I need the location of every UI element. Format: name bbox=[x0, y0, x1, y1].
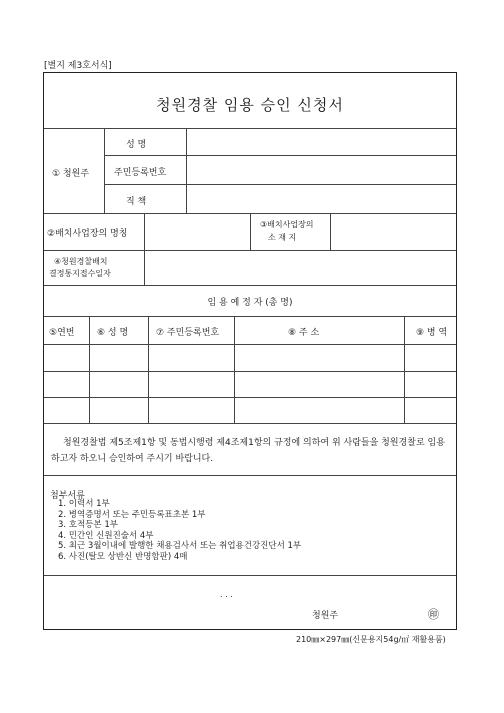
application-form bbox=[43, 72, 457, 630]
appointees-header: 임 용 예 정 자 (총 명) bbox=[207, 298, 293, 308]
col-address: ⑧ 주 소 bbox=[288, 328, 320, 338]
workplace-address-label-1: ③배치사업장의 bbox=[260, 220, 314, 229]
divider bbox=[44, 285, 456, 286]
col-serial: ⑤연번 bbox=[49, 328, 75, 338]
notice-date-label-2: 결정통지접수일자 bbox=[49, 269, 111, 278]
list-item: 4. 민간인 신원진술서 4부 bbox=[58, 530, 154, 541]
list-item: 5. 최근 3월이내에 발행한 채용검사서 또는 취업용건강진단서 1부 bbox=[58, 541, 302, 551]
notice-date-label-1: ④청원경찰배치 bbox=[54, 257, 108, 266]
col-resident-id: ⑦ 주민등록번호 bbox=[156, 328, 220, 338]
signer-label: 청원주 bbox=[312, 611, 339, 621]
form-number: [별지 제3호서식] bbox=[44, 61, 112, 71]
col-military: ⑨ 병 역 bbox=[416, 328, 448, 338]
request-statement: 청원경찰법 제5조제1항 및 동법시행령 제4조제1항의 규정에 의하여 위 사람들을 청원경찰로 임용하고자 하오니 승인하여 주시기 바랍니다. bbox=[51, 438, 445, 464]
table-row[interactable] bbox=[44, 345, 456, 370]
position-label: 직 책 bbox=[126, 197, 147, 207]
applicant-position-field[interactable] bbox=[187, 185, 455, 212]
notice-date-field[interactable] bbox=[145, 251, 455, 284]
applicant-id-field[interactable] bbox=[187, 156, 455, 183]
divider bbox=[44, 316, 456, 317]
workplace-name-field[interactable] bbox=[145, 214, 249, 249]
attachments-list bbox=[58, 499, 301, 562]
table-row[interactable] bbox=[44, 372, 456, 396]
workplace-address-label-2: 소 재 지 bbox=[268, 233, 297, 242]
applicant-label: ① 청원주 bbox=[52, 169, 90, 179]
col-name: ⑥ 성 명 bbox=[97, 328, 129, 338]
list-item: 2. 병역증명서 또는 주민등록표초본 1부 bbox=[58, 509, 206, 520]
list-item: 3. 호적등본 1부 bbox=[58, 520, 118, 530]
paper-spec: 210㎜×297㎜(신문용지54g/㎡ 재활용품) bbox=[296, 635, 446, 644]
resident-id-label: 주민등록번호 bbox=[114, 168, 167, 178]
attachments-heading: 첨부서류 bbox=[50, 491, 85, 501]
divider bbox=[44, 475, 456, 476]
divider bbox=[44, 423, 456, 424]
list-item: 1. 이력서 1부 bbox=[58, 499, 110, 509]
table-row[interactable] bbox=[44, 398, 456, 422]
form-title: 청원경찰 임용 승인 신청서 bbox=[156, 96, 344, 114]
divider bbox=[44, 575, 456, 576]
applicant-name-field[interactable] bbox=[187, 129, 455, 154]
divider bbox=[104, 128, 105, 213]
list-item: 6. 사진(탈모 상반신 반명함판) 4매 bbox=[58, 551, 188, 562]
workplace-address-field[interactable] bbox=[331, 214, 455, 249]
seal-icon: ㊞ bbox=[428, 608, 439, 621]
divider bbox=[250, 213, 251, 250]
date-line: . . . bbox=[220, 590, 233, 599]
name-label: 성 명 bbox=[126, 140, 147, 150]
workplace-name-label: ②배치사업장의 명칭 bbox=[47, 229, 128, 239]
